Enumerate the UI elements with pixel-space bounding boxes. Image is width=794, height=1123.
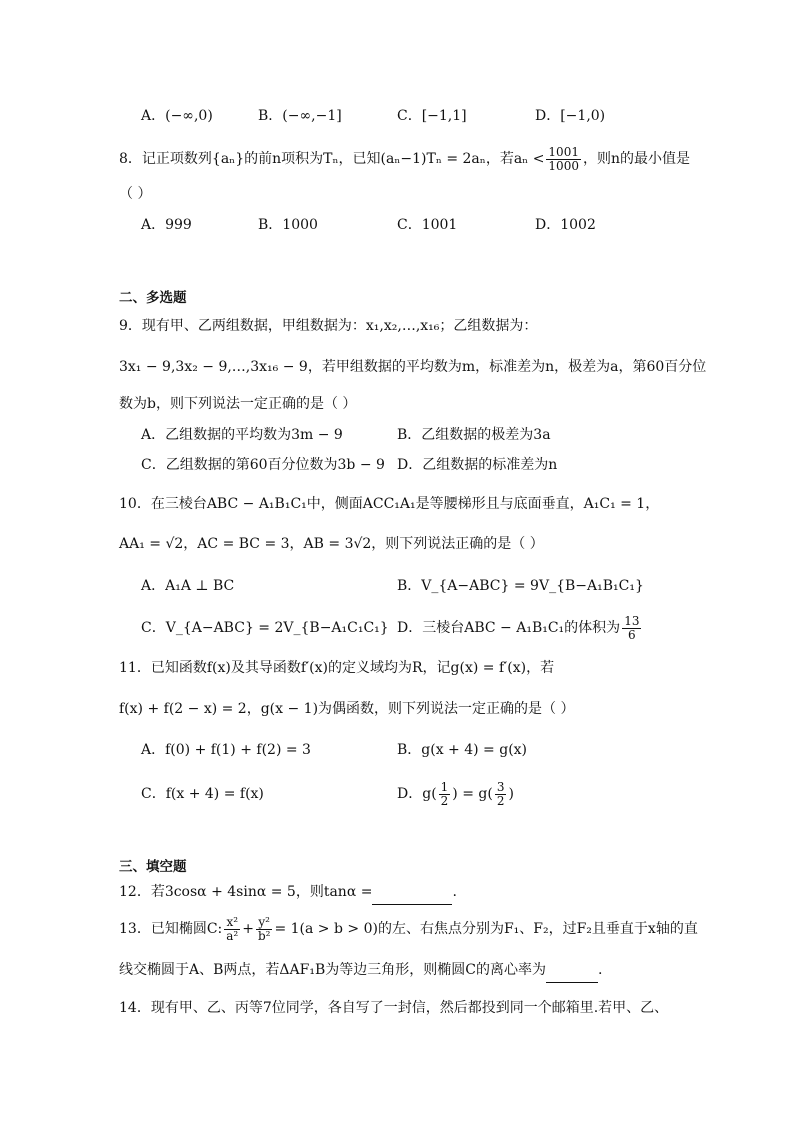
- q10-line-2: AA₁ = √2，AC = BC = 3，AB = 3√2，则下列说法正确的是（ ）: [119, 536, 544, 552]
- q9-line-1: 9．现有甲、乙两组数据，甲组数据为：x₁,x₂,…,x₁₆；乙组数据为：: [119, 318, 538, 334]
- q11-d-n1: 1: [440, 779, 449, 794]
- q10-option-b: B．V_{A−ABC} = 9V_{B−A₁B₁C₁}: [397, 578, 644, 594]
- q7-options: [119, 104, 679, 128]
- q8-text-post: ，则n的最小值是: [582, 151, 690, 167]
- q11-d-d1: 2: [440, 793, 449, 808]
- q7-option-c: C．[−1,1]: [397, 108, 467, 124]
- q11-d-frac-2: [495, 781, 507, 808]
- q11-option-c: C．f(x + 4) = f(x): [141, 786, 264, 802]
- q9-option-d: D．乙组数据的标准差为n: [397, 457, 558, 473]
- q13-line2-text: 线交椭圆于A、B两点，若ΔAF₁B为等边三角形，则椭圆C的离心率为: [119, 962, 546, 978]
- q8-frac-num: 1001: [548, 144, 579, 159]
- q10-options-row-1: [119, 574, 679, 598]
- q12-text: 12．若3cosα + 4sinα = 5，则tanα =: [119, 884, 373, 900]
- q13-frac-1: [224, 916, 240, 943]
- q11-d-pre: D．g: [397, 786, 432, 802]
- q10-options-row-2: [119, 612, 679, 644]
- q12-end: .: [452, 884, 457, 900]
- q9-line-3: 数为b，则下列说法一定正确的是（ ）: [119, 396, 357, 412]
- q13-f1-num: x²: [224, 916, 240, 930]
- q10-option-d-fraction: [622, 615, 641, 642]
- q8-stem: [119, 143, 690, 175]
- q11-line-2: f(x) + f(2 − x) = 2，g(x − 1)为偶函数，则下列说法一定正确的是（ ）: [119, 701, 575, 717]
- q9-line-2: 3x₁ − 9,3x₂ − 9,…,3x₁₆ − 9，若甲组数据的平均数为m，标准差为n，极差为a，第60百分位: [119, 359, 707, 375]
- q13-line-1: [119, 912, 698, 946]
- q7-option-d: D．[−1,0): [535, 108, 606, 124]
- q7-option-b: B．(−∞,−1]: [258, 108, 342, 124]
- q8-text-pre: 8．记正项数列{aₙ}的前n项积为Tₙ，已知(aₙ−1)Tₙ = 2aₙ，若aₙ <: [119, 151, 545, 167]
- q13-f2-den: b²: [257, 928, 271, 943]
- q8-option-b: B．1000: [258, 217, 318, 233]
- section-title-multi-choice: 二、多选题: [119, 290, 187, 306]
- q11-option-b: B．g(x + 4) = g(x): [397, 742, 528, 758]
- q13-f1-den: a²: [226, 928, 239, 943]
- q11-options-row-2: [119, 776, 679, 812]
- q9-options-row-2: [119, 453, 679, 477]
- q12-line: [119, 880, 679, 905]
- q9-option-b: B．乙组数据的极差为3a: [397, 427, 551, 443]
- q12-answer-blank: [372, 880, 452, 905]
- q11-option-a: A．f(0) + f(1) + f(2) = 3: [141, 742, 311, 758]
- q8-fraction: [546, 146, 581, 173]
- q10-line-1: 10．在三棱台ABC − A₁B₁C₁中，侧面ACC₁A₁是等腰梯形且与底面垂直，A₁C₁ = 1，: [119, 496, 660, 512]
- q10-d-frac-den: 6: [628, 627, 636, 642]
- q11-options-row-1: [119, 738, 679, 762]
- q8-paren: （ ）: [119, 186, 152, 202]
- q10-option-a: A．A₁A ⊥ BC: [141, 578, 235, 594]
- q8-option-d: D．1002: [535, 217, 596, 233]
- q9-option-a: A．乙组数据的平均数为3m − 9: [141, 427, 343, 443]
- q13-line2-end: .: [597, 962, 603, 978]
- q13-frac-2: [256, 916, 273, 943]
- q13-plus: +: [242, 921, 254, 937]
- section-title-fill-in: 三、填空题: [119, 859, 187, 875]
- q13-text-post: = 1(a > b > 0)的左、右焦点分别为F₁、F₂，过F₂且垂直于x轴的直: [274, 921, 698, 937]
- q11-d-n2: 3: [496, 779, 505, 794]
- q11-d-d2: 2: [496, 793, 505, 808]
- q10-d-frac-num: 13: [624, 613, 640, 628]
- q11-option-d: D．g( $\frac{1}{2}$ ) = g( $\frac{3}{2}$ ): [397, 779, 514, 808]
- q9-options-row-1: [119, 423, 679, 447]
- q11-d-mid: = g: [457, 786, 488, 802]
- q8-option-c: C．1001: [397, 217, 458, 233]
- q9-option-c: C．乙组数据的第60百分位数为3b − 9: [141, 457, 385, 473]
- q10-option-d: [397, 612, 643, 644]
- q7-option-a: A．(−∞,0): [141, 108, 213, 124]
- q14-line-1: 14．现有甲、乙、丙等7位同学，各自写了一封信，然后都投到同一个邮箱里.若甲、乙、: [119, 1000, 669, 1016]
- q10-option-c: C．V_{A−ABC} = 2V_{B−A₁C₁C₁}: [141, 620, 389, 636]
- q8-frac-den: 1000: [548, 158, 579, 173]
- q13-f2-num: y²: [256, 916, 273, 930]
- q10-option-d-text: D．三棱台ABC − A₁B₁C₁的体积为: [397, 620, 621, 636]
- q13-text-pre: 13．已知椭圆C:: [119, 921, 223, 937]
- q11-line-1: 11．已知函数f(x)及其导函数f′(x)的定义域均为R，记g(x) = f′(x)，若: [119, 660, 555, 676]
- q13-answer-blank: [546, 958, 598, 983]
- q11-d-frac-1: [439, 781, 451, 808]
- q8-option-a: A．999: [141, 217, 192, 233]
- q8-options: [119, 213, 679, 237]
- q13-line-2: [119, 958, 679, 983]
